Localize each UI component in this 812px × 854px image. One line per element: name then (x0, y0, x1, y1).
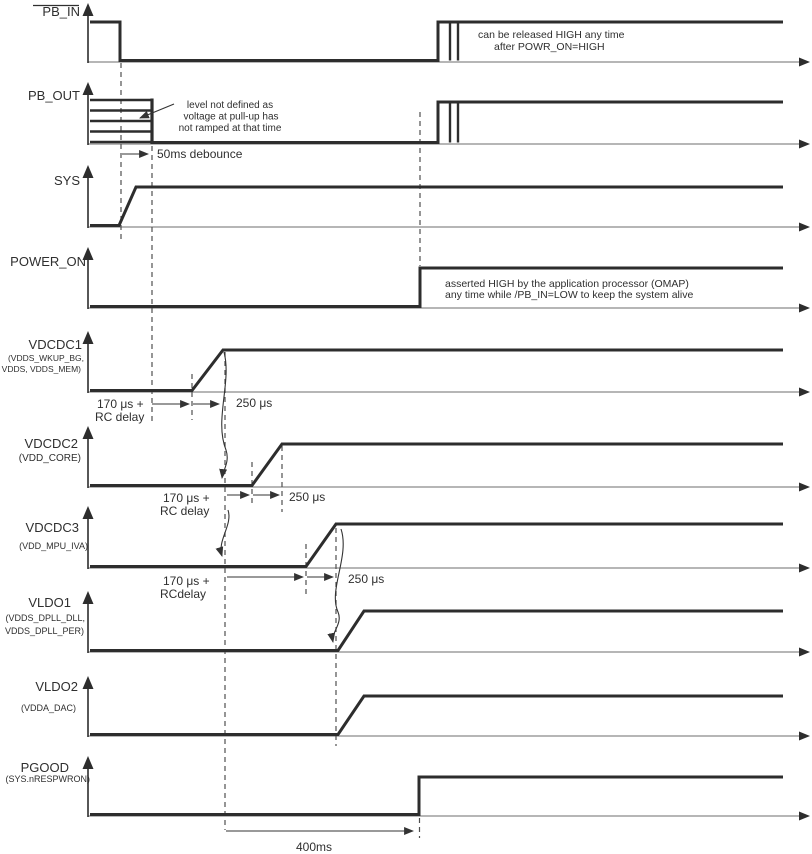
pgood-time-axis-arrow-icon (799, 812, 810, 821)
signal-label-sys: SYS (53, 173, 80, 188)
signal-row-pgood (90, 777, 783, 815)
vldo2-time-axis-arrow-icon (799, 732, 810, 741)
vdcdc3-delay-label-1: 170 μs + (163, 574, 210, 588)
vdcdc3-level-axis-arrow-icon (83, 506, 94, 519)
vldo2-level-axis-arrow-icon (83, 676, 94, 689)
signal-label-vldo1: VLDO1 (28, 595, 71, 610)
vdcdc3-delay-label-2: RCdelay (160, 587, 207, 601)
debounce-label: 50ms debounce (157, 147, 243, 161)
signal-label-vdcdc1: VDCDC1 (28, 337, 82, 352)
vdcdc1-time-axis-arrow-icon (799, 388, 810, 397)
pbout-level-note-3: not ramped at that time (178, 123, 282, 134)
signal-row-vdcdc1 (90, 350, 783, 391)
vdcdc3-waveform (90, 524, 783, 567)
pbout-level-note-1: level not defined as (186, 100, 274, 111)
signal-label-vdcdc2: VDCDC2 (24, 436, 78, 451)
signal-label-pgood: PGOOD (20, 760, 69, 775)
signal-sublabel-pgood-0: (SYS.nRESPWRON) (5, 774, 90, 784)
sys-level-axis-arrow-icon (83, 165, 94, 178)
signal-sublabel-vdcdc3-0: (VDD_MPU_IVA) (19, 541, 88, 551)
signal-label-vldo2: VLDO2 (35, 679, 78, 694)
vdcdc3-time-axis-arrow-icon (799, 564, 810, 573)
vdcdc1-level-axis-arrow-icon (83, 331, 94, 344)
signal-sublabel-vldo1-1: VDDS_DPLL_PER) (4, 626, 84, 636)
pbout-level-note-2: voltage at pull-up has (183, 111, 279, 123)
signal-sublabel-vdcdc2-0: (VDD_CORE) (18, 453, 81, 464)
power-on-time-axis-arrow-icon (799, 304, 810, 313)
poweron-note-1: asserted HIGH by the application processor (OMAP) (445, 278, 689, 290)
pgood-waveform (90, 777, 783, 815)
signal-row-vldo1 (90, 611, 783, 651)
vdcdc2-waveform (90, 444, 783, 486)
signal-row-vdcdc3 (90, 524, 783, 567)
signal-row-pb-in (90, 22, 783, 61)
vldo1-waveform (90, 611, 783, 651)
pb-out-time-axis-arrow-icon (799, 140, 810, 149)
signal-label-pb-out: PB_OUT (27, 88, 80, 103)
vldo1-time-axis-arrow-icon (799, 648, 810, 657)
signal-row-sys (90, 187, 783, 226)
poweron-note-2: any time while /PB_IN=LOW to keep the system alive (445, 289, 694, 301)
signal-label-vdcdc3: VDCDC3 (25, 520, 79, 535)
signal-row-vdcdc2 (90, 444, 783, 486)
vdcdc1-delay-label-2: RC delay (95, 410, 145, 424)
vdcdc2-ramp-label: 250 μs (289, 490, 326, 504)
signal-sublabel-vdcdc1-1: VDDS, VDDS_MEM) (1, 364, 81, 374)
vdcdc3-to-vldo1-connector (333, 529, 343, 642)
vldo1-level-axis-arrow-icon (83, 591, 94, 604)
vdcdc1-waveform (90, 350, 783, 391)
sys-waveform (90, 187, 783, 226)
vdcdc2-level-axis-arrow-icon (83, 426, 94, 439)
vdcdc1-ramp-label: 250 μs (236, 396, 273, 410)
pb-out-level-axis-arrow-icon (83, 82, 94, 95)
pb-in-waveform (90, 22, 783, 61)
signal-row-vldo2 (90, 696, 783, 735)
vdcdc2-delay-label-2: RC delay (160, 504, 210, 518)
vdcdc1-delay-label-1: 170 μs + (97, 397, 144, 411)
vdcdc2-time-axis-arrow-icon (799, 483, 810, 492)
signal-sublabel-vldo1-0: (VDDS_DPLL_DLL, (5, 613, 85, 623)
pbin-release-note-2: after POWR_ON=HIGH (494, 41, 605, 53)
vldo2-waveform (90, 696, 783, 735)
signal-label-pb-in: PB_IN (42, 4, 80, 19)
signal-sublabel-vdcdc1-0: (VDDS_WKUP_BG, (7, 353, 84, 363)
signal-label-power-on: POWER_ON (10, 254, 86, 269)
pb-in-level-axis-arrow-icon (83, 3, 94, 16)
pb-in-time-axis-arrow-icon (799, 58, 810, 67)
vdcdc2-delay-label-1: 170 μs + (163, 491, 210, 505)
layer-signal-traces (90, 22, 783, 815)
sys-time-axis-arrow-icon (799, 223, 810, 232)
pbin-release-note-1: can be released HIGH any time (478, 29, 625, 41)
vdcdc3-ramp-label: 250 μs (348, 572, 385, 586)
pgood-level-axis-arrow-icon (83, 756, 94, 769)
pgood-400ms-label: 400ms (296, 840, 333, 854)
signal-sublabel-vldo2-0: (VDDA_DAC) (20, 703, 76, 713)
layer-dashed-guides (121, 63, 420, 838)
